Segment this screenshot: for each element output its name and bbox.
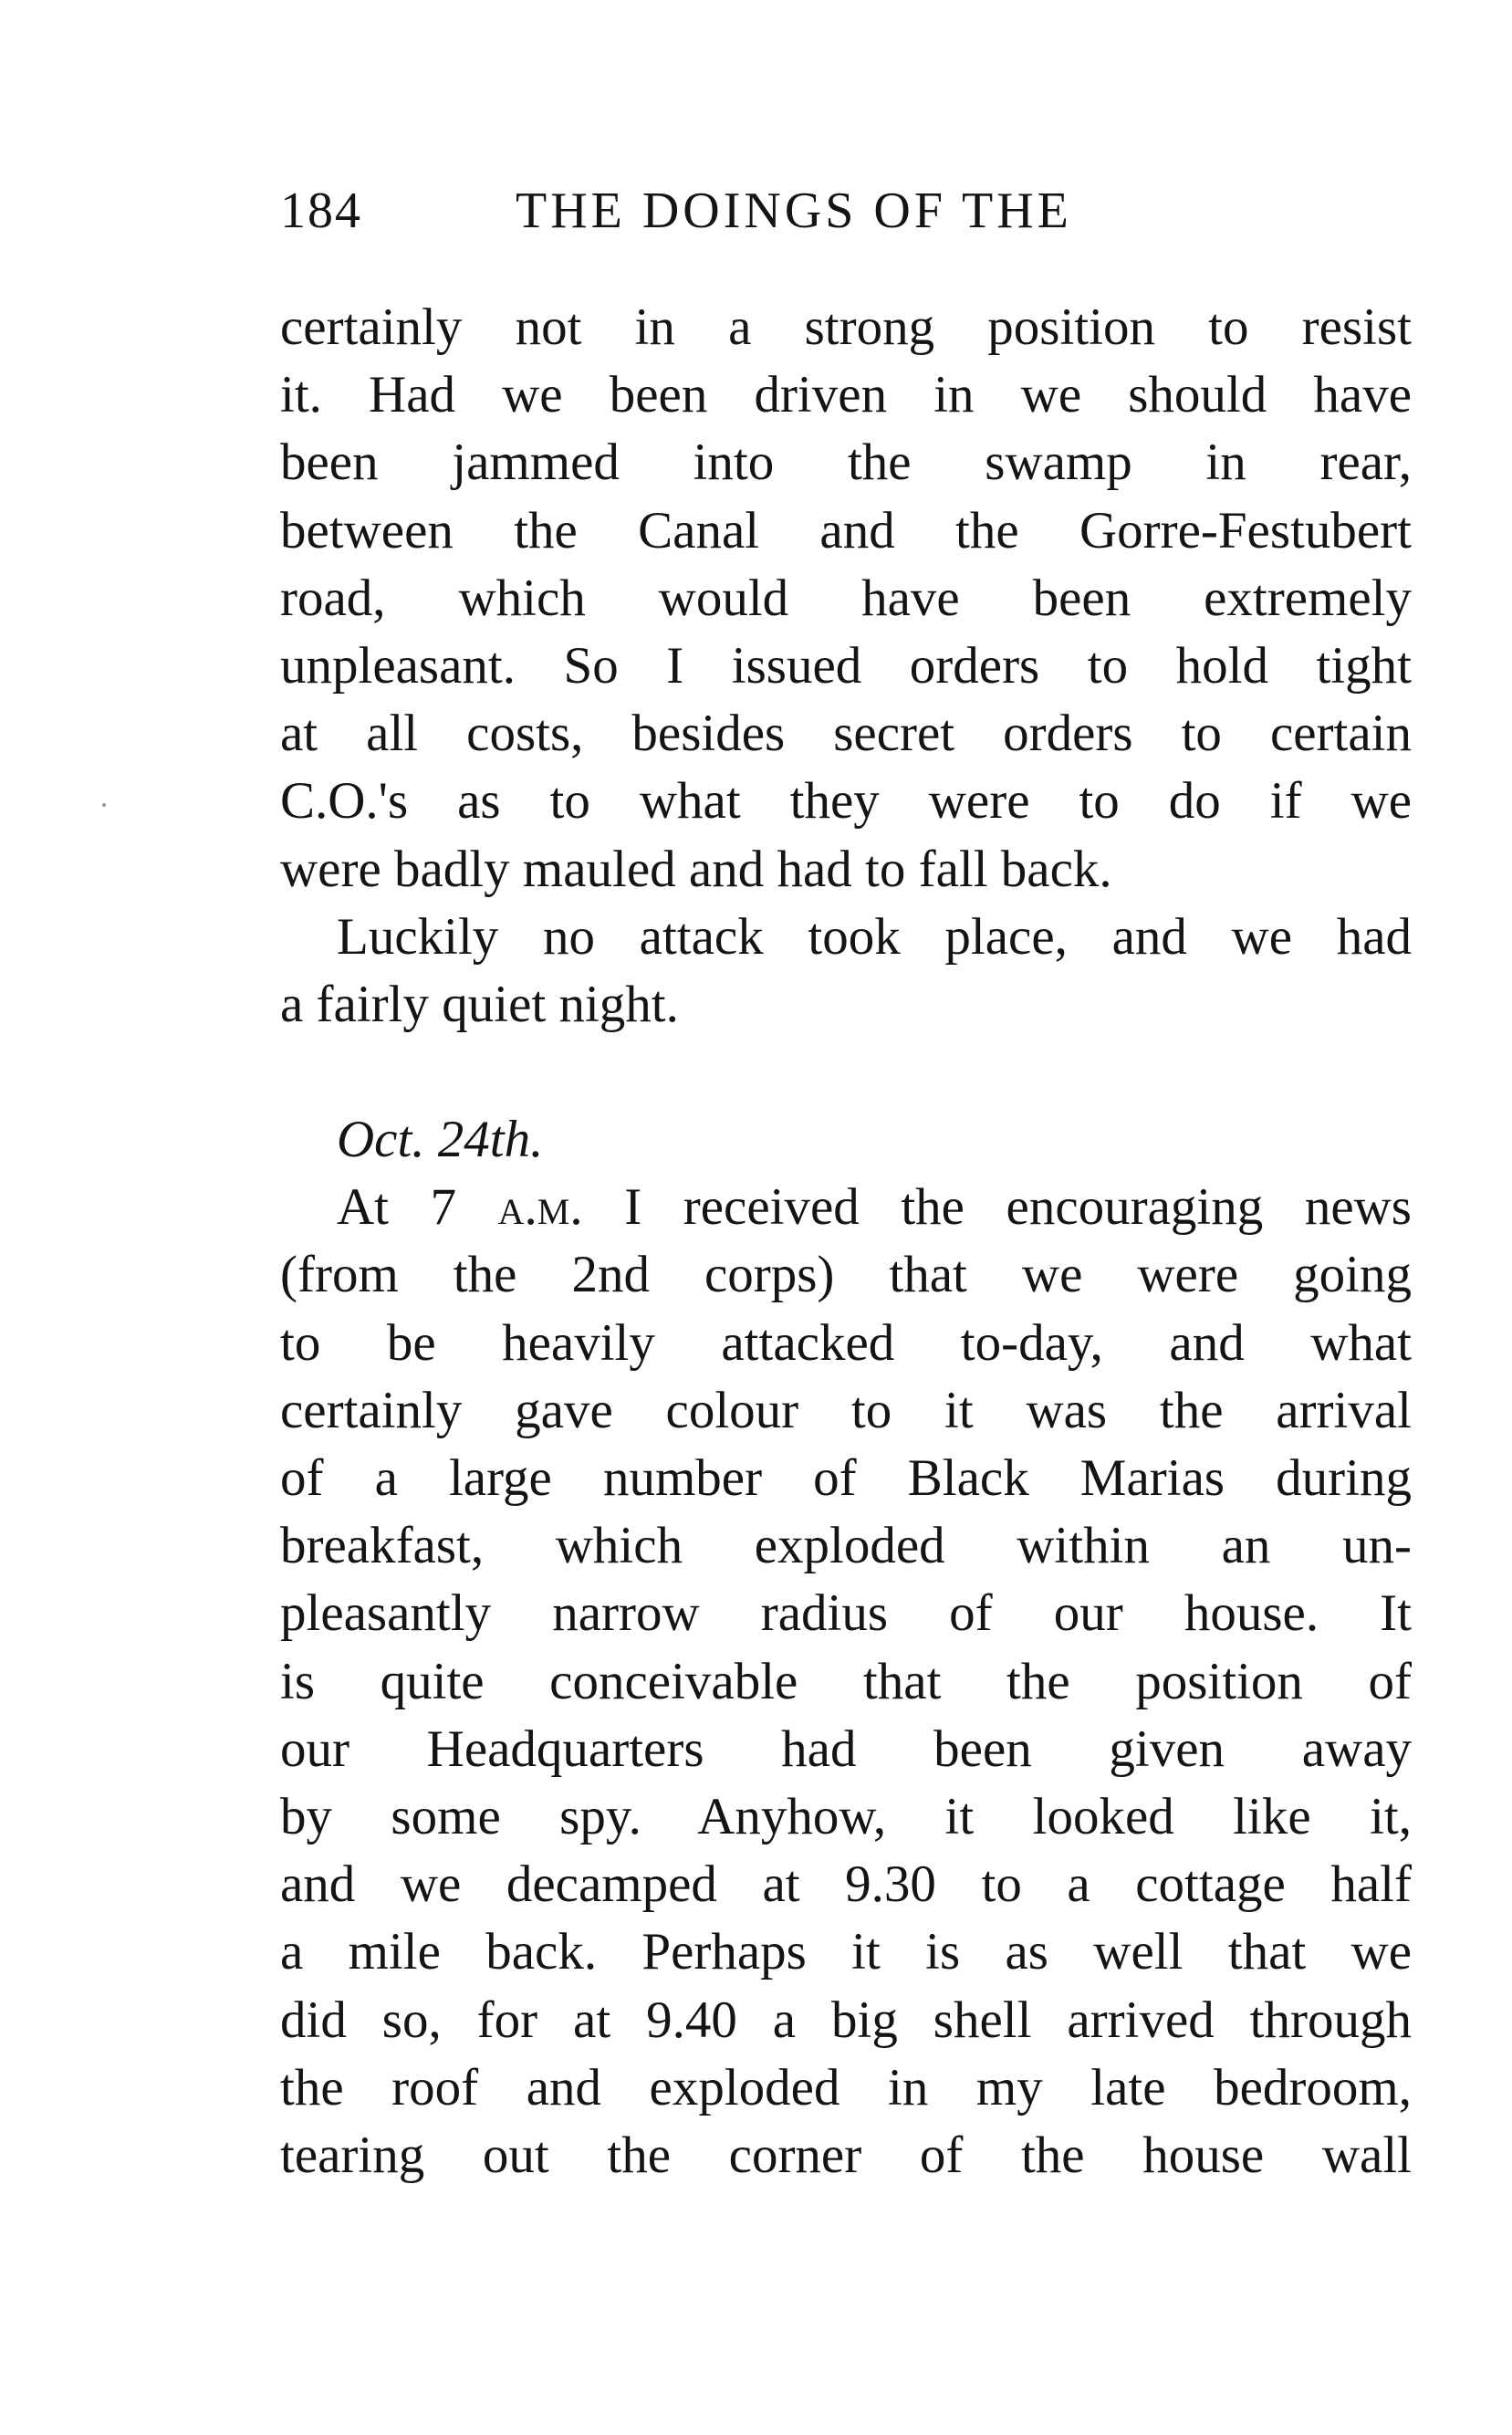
running-head xyxy=(280,179,1412,243)
entry-date: Oct. 24th. xyxy=(337,1111,544,1169)
text-line xyxy=(280,1174,1412,1241)
text-line: unpleasant. So I issued orders to hold tight xyxy=(280,636,1412,695)
text-line: between the Canal and the Gorre-Festubert xyxy=(280,501,1412,559)
text-line: breakfast, which exploded within an un- xyxy=(280,1517,1412,1575)
text-line: Luckily no attack took place, and we had xyxy=(337,907,1412,966)
margin-speck xyxy=(102,803,106,807)
text-line: the roof and exploded in my late bedroom, xyxy=(280,2058,1412,2116)
time-abbreviation: a.m. xyxy=(497,1178,583,1237)
text-line: and we decamped at 9.30 to a cottage half xyxy=(280,1855,1412,1914)
section-gap xyxy=(280,1039,1412,1106)
text-run: I received the encouraging news xyxy=(582,1178,1412,1237)
text-line: a mile back. Perhaps it is as well that we xyxy=(280,1923,1412,1981)
running-title: THE DOINGS OF THE xyxy=(516,183,1072,239)
paragraph xyxy=(280,904,1412,1039)
text-line: were badly mauled and had to fall back. xyxy=(280,840,1112,898)
text-line: our Headquarters had been given away xyxy=(280,1719,1412,1778)
text-line: is quite conceivable that the position of xyxy=(280,1652,1412,1710)
text-line: tearing out the corner of the house wall xyxy=(280,2126,1412,2184)
text-line: of a large number of Black Marias during xyxy=(280,1449,1412,1507)
text-line: at all costs, besides secret orders to certain xyxy=(280,705,1412,763)
text-line: did so, for at 9.40 a big shell arrived through xyxy=(280,1991,1412,2049)
text-line: pleasantly narrow radius of our house. It xyxy=(280,1584,1412,1643)
text-line: C.O.'s as to what they were to do if we xyxy=(280,772,1412,831)
text-line: certainly not in a strong position to resist xyxy=(280,298,1412,356)
text-line: certainly gave colour to it was the arrival xyxy=(280,1381,1412,1439)
page-number: 184 xyxy=(280,183,362,239)
body-text xyxy=(280,294,1412,2189)
text-line: (from the 2nd corps) that we were going xyxy=(280,1246,1412,1304)
text-line: road, which would have been extremely xyxy=(280,569,1412,627)
text-line: by some spy. Anyhow, it looked like it, xyxy=(280,1787,1412,1845)
paragraph xyxy=(280,294,1412,904)
diary-entry xyxy=(280,1106,1412,2189)
text-run: At 7 xyxy=(337,1178,498,1237)
text-line: it. Had we been driven in we should have xyxy=(280,366,1412,424)
text-line: been jammed into the swamp in rear, xyxy=(280,434,1412,492)
text-line: to be heavily attacked to-day, and what xyxy=(280,1313,1412,1372)
text-line: a fairly quiet night. xyxy=(280,975,679,1033)
